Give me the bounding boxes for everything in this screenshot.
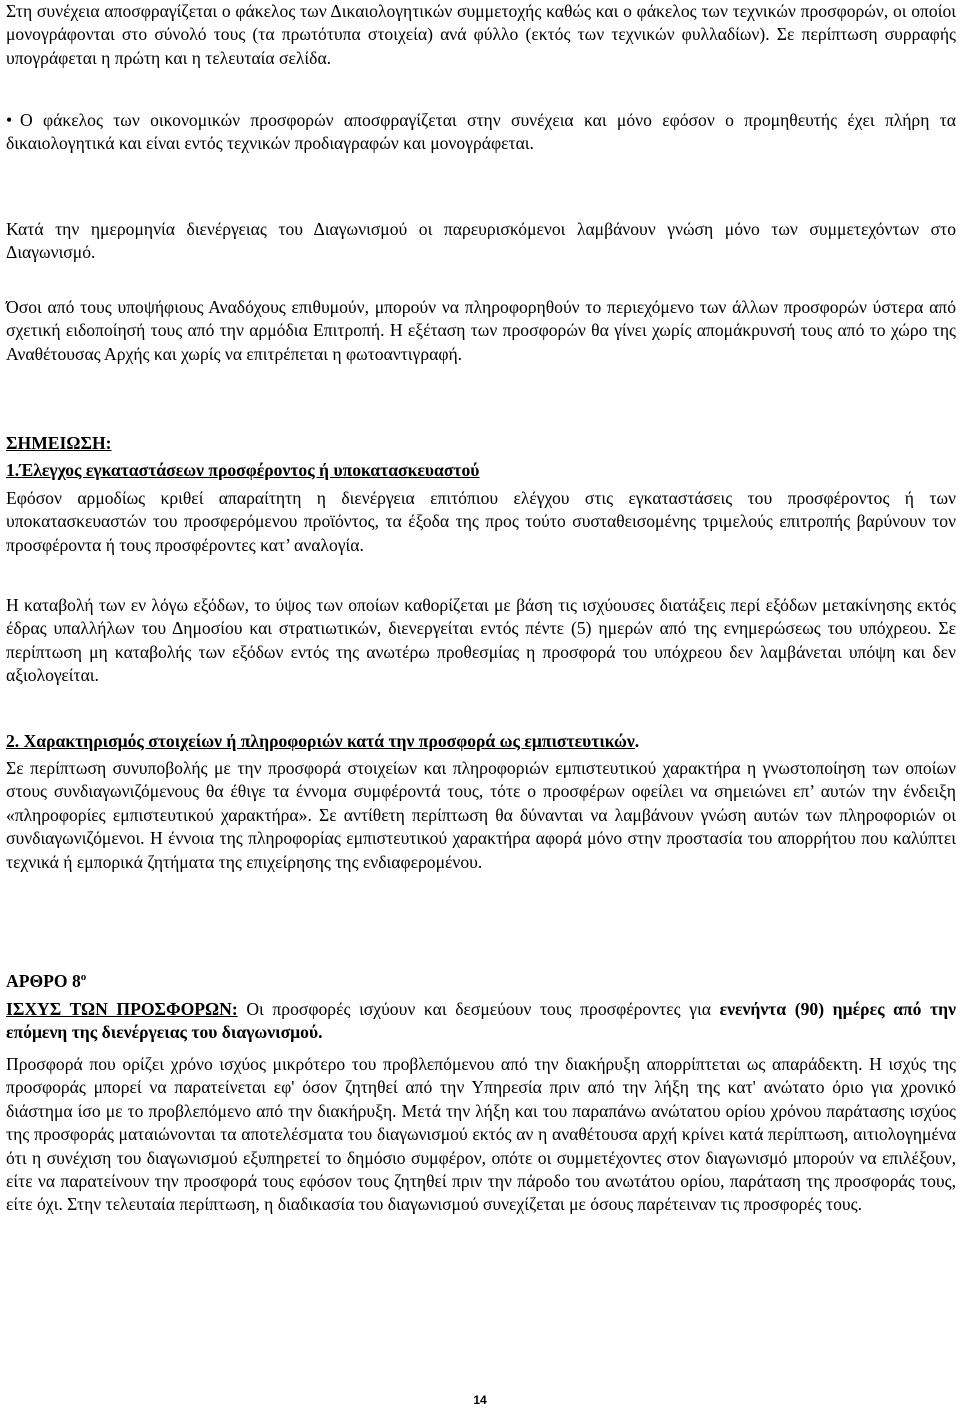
validity-text: Οι προσφορές ισχύουν και δεσμεύουν τους προσφέροντες για (237, 999, 720, 1019)
validity-body: Προσφορά που ορίζει χρόνο ισχύος μικρότερο του προβλεπόμενου από την διακήρυξη απορρίπτεται ως απαράδεκτη. Η ισχύς της προσφοράς μπορεί να παρατείνεται εφ' όσον ζητηθεί από την Υπηρεσία πριν από την λήξη της κατ' ανώτατο όριο για χρονικό διάστημα ίσο με το προβλεπόμενο από την διακήρυξη. Μετά την λήξη και του παραπάνω ανώτατου ορίου χρόνου παράτασης ισχύος της προσφοράς ματαιώνονται τα αποτελέσματα του διαγωνισμού εκτός αν η αναθέτουσα αρχή κρίνει κατά περίπτωση, αιτιολογημένα ότι η συνέχιση του διαγωνισμού εξυπηρετεί το δημόσιο συμφέρον, οπότε οι συμμετέχοντες στον διαγωνισμό μπορούν να επιλέξουν, είτε να παρατείνουν την προσφορά τους εφόσον τους ζητηθεί πριν την πάροδο του ανωτάτου ορίου, παράταση της προσφοράς τους, είτε όχι. Στην τελευταία περίπτωση, η διαδικασία του διαγωνισμού συνεχίζεται με όσους παρέτειναν τις προσφορές τους. (6, 1054, 956, 1215)
note-item2-title-end: . (634, 731, 640, 751)
note-item2-title: 2. Χαρακτηρισμός στοιχείων ή πληροφοριών κατά την προσφορά ως εμπιστευτικών (6, 731, 635, 751)
note-item1-text-b: Η καταβολή των εν λόγω εξόδων, το ύψος των οποίων καθορίζεται με βάση τις ισχύουσες διατάξεις περί εξόδων μετακίνησης εκτός έδρας υπαλλήλων του Δημοσίου και στρατιωτικών, διενεργείται εντός πέντε (5) ημερών από της ενημερώσεως του υπόχρεου. Σε περίπτωση μη καταβολής των εξόδων εντός της ανωτέρω προθεσμίας η προσφορά του υπόχρεου δεν λαμβάνεται υπόψη και δεν αξιολογείται. (6, 595, 956, 686)
bullet-marker: • (6, 110, 13, 130)
page-number: 14 (473, 1393, 487, 1407)
note-item2-title-line (6, 730, 956, 753)
article-heading-sup: ο (80, 971, 87, 983)
bullet-text: Ο φάκελος των οικονομικών προσφορών αποσφραγίζεται στην συνέχεια και μόνο εφόσον ο προμηθευτής έχει πλήρη τα δικαιολογητικά και είναι εντός τεχνικών προδιαγραφών και μονογράφεται. (6, 110, 956, 154)
validity-label: ΙΣΧΥΣ ΤΩΝ ΠΡΟΣΦΟΡΩΝ: (6, 999, 238, 1019)
note-item2-text: Σε περίπτωση συνυποβολής με την προσφορά στοιχείων και πληροφοριών εμπιστευτικού χαρακτήρα η γνωστοποίηση των οποίων στους συνδιαγωνιζόμενους θα έθιγε τα έννομα συμφέροντά τους, τότε ο προσφέρων οφείλει να σημειώνει επ’ αυτών την ένδειξη «πληροφορίες εμπιστευτικού χαρακτήρα». Σε αντίθετη περίπτωση θα δύνανται να λαμβάνουν γνώση αυτών των πληροφοριών οι συνδιαγωνιζόμενοι. Η έννοια της πληροφορίας εμπιστευτικού χαρακτήρα αφορά μόνο στην προστασία του απορρήτου που καλύπτει τεχνικά ή εμπορικά ζητήματα της επιχείρησης της ενδιαφερομένου. (6, 758, 956, 872)
note-item1-text-a: Εφόσον αρμοδίως κριθεί απαραίτητη η διενέργεια επιτόπιου ελέγχου στις εγκαταστάσεις του προσφέροντος ή των υποκατασκευαστών του προσφερόμενου προϊόντος, τα έξοδα της προς τούτο συσταθεισομένης τριμελούς επιτροπής βαρύνουν τον προσφέροντα ή τους προσφέροντες κατ’ αναλογία. (6, 488, 956, 555)
validity-paragraph (6, 998, 956, 1045)
intro-paragraph: Στη συνέχεια αποσφραγίζεται ο φάκελος των Δικαιολογητικών συμμετοχής καθώς και ο φάκελος των τεχνικών προσφορών, οι οποίοι μονογράφονται στο σύνολό τους (τα πρωτότυπα στοιχεία) ανά φύλλο (εκτός των τεχνικών φυλλαδίων). Σε περίπτωση συρραφής υπογράφεται η πρώτη και η τελευταία σελίδα. (6, 1, 956, 68)
validity-bold: ενενήντα (90) ημέρες από την επόμενη της διενέργειας του διαγωνισμού. (6, 999, 956, 1043)
date-knowledge-paragraph: Κατά την ημερομηνία διενέργειας του Διαγωνισμού οι παρευρισκόμενοι λαμβάνουν γνώση μόνο των συμμετεχόντων στο Διαγωνισμό. (6, 219, 956, 263)
candidates-paragraph: Όσοι από τους υποψήφιους Αναδόχους επιθυμούν, μπορούν να πληροφορηθούν το περιεχόμενο των άλλων προσφορών ύστερα από σχετική ειδοποίησή τους από την αρμόδια Επιτροπή. Η εξέταση των προσφορών θα γίνει χωρίς απομάκρυνσή τους από το χώρο της Αναθέτουσας Αρχής και χωρίς να επιτρέπεται η φωτοαντιγραφή. (6, 297, 956, 364)
note-heading: ΣΗΜΕΙΩΣΗ: (6, 433, 112, 453)
bullet-paragraph (6, 109, 956, 156)
note-item1-title: 1.Έλεγχος εγκαταστάσεων προσφέροντος ή υποκατασκευαστού (6, 460, 480, 480)
article-heading (6, 970, 956, 993)
article-heading-text: ΑΡΘΡΟ 8 (6, 971, 81, 991)
